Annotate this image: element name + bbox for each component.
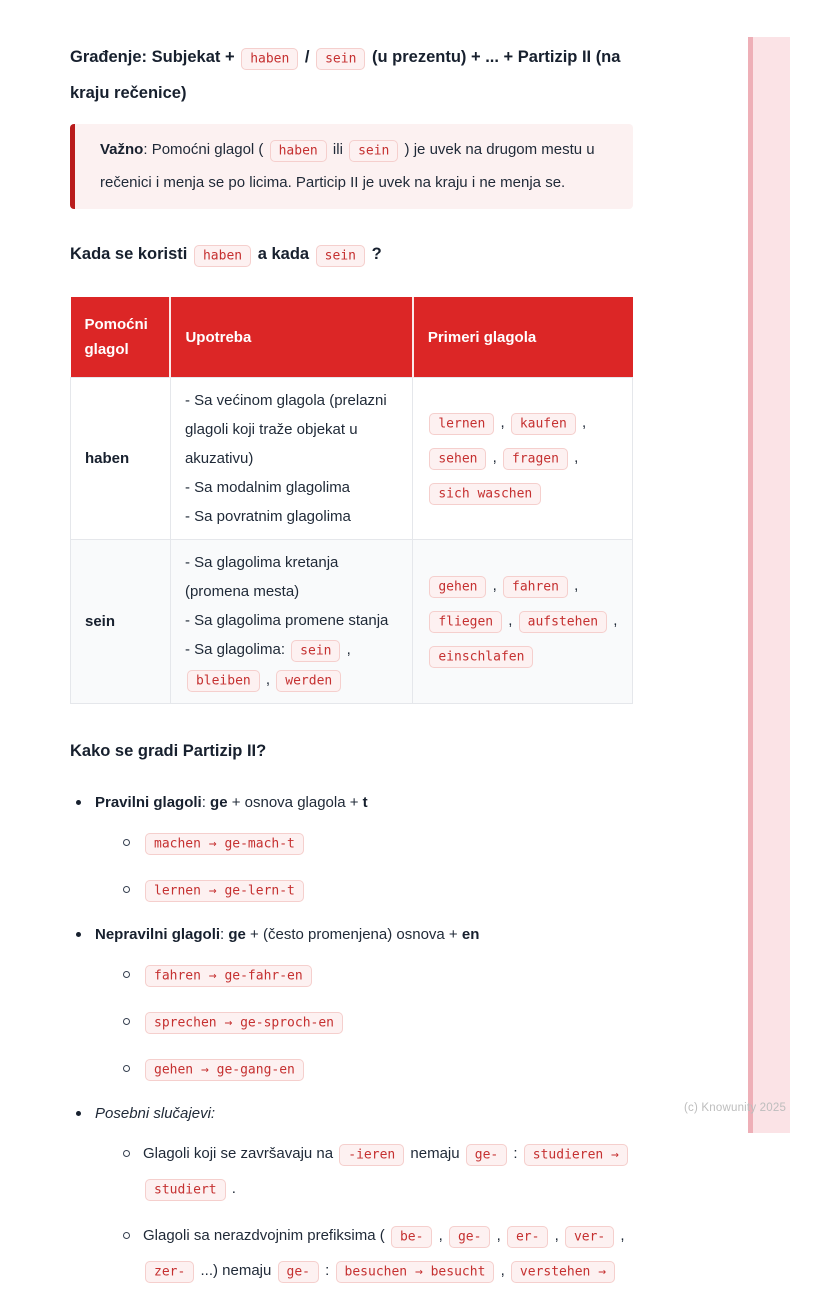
sublist-special-cases: [95, 1137, 633, 1289]
usage-cell: [170, 378, 412, 540]
cell-line: - Sa glagolima promene stanja: [184, 612, 389, 629]
list-item: [123, 958, 633, 993]
list-item: [123, 873, 633, 908]
code-chip: ge-: [449, 1226, 490, 1248]
verb-cell: haben: [71, 378, 171, 540]
callout-text: Važno: Pomoćni glagol ( haben ili sein ) je uvek na drugom mestu u rečenici i menja se po licima. Particip II je uvek na kraju i ne menja se.: [100, 141, 595, 191]
list-item-regular-verbs: [70, 790, 633, 908]
important-callout: [70, 124, 633, 209]
list-item-text: [95, 1105, 215, 1122]
bold-text: Pravilni glagoli: [95, 794, 202, 811]
list-item: Glagoli sa nerazdvojnim prefiksima ( be- , ge- , er- , ver- , zer- ...) nemaju ge- : besuchen → besucht , verstehen →: [123, 1219, 633, 1289]
code-chip: gehen → ge-gang-en: [145, 1059, 304, 1081]
list-item-irregular-verbs: [70, 922, 633, 1087]
code-chip: -ieren: [339, 1144, 404, 1166]
code-chip: haben: [270, 140, 327, 162]
code-chip: zer-: [145, 1261, 194, 1283]
table-row-haben: [71, 378, 633, 540]
code-chip: er-: [507, 1226, 548, 1248]
examples-cell: lernen , kaufen , sehen , fragen , sich waschen: [413, 378, 633, 540]
code-chip: sein: [291, 640, 340, 662]
code-chip: fliegen: [429, 611, 502, 633]
code-chip: ge-: [466, 1144, 507, 1166]
code-chip: fragen: [503, 448, 568, 470]
usage-heading: Kada se koristi haben a kada sein ?: [70, 237, 633, 273]
code-chip: lernen: [429, 413, 494, 435]
code-chip: kaufen: [511, 413, 576, 435]
document-content: [70, 40, 633, 1303]
code-chip: be-: [391, 1226, 432, 1248]
bold-text: ge: [228, 926, 246, 943]
column-header-auxiliary-verb: Pomoćni glagol: [71, 297, 171, 378]
page-title: Građenje: Subjekat + haben / sein (u prezentu) + ... + Partizip II (na kraju rečenice): [70, 48, 621, 102]
code-chip: verstehen →: [511, 1261, 615, 1283]
sublist-irregular-examples: [95, 958, 633, 1087]
verb-cell: sein: [71, 540, 171, 704]
italic-text: Posebni slučajevi:: [95, 1105, 216, 1122]
bold-text: Nepravilni glagoli: [95, 926, 221, 943]
watermark: (c) Knowunity 2025: [684, 1102, 787, 1114]
usage-cell: [170, 540, 412, 704]
code-chip: machen → ge-mach-t: [145, 833, 304, 855]
code-chip: lernen → ge-lern-t: [145, 880, 304, 902]
code-chip: aufstehen: [519, 611, 607, 633]
bold-text: ge: [210, 794, 228, 811]
code-chip: fahren: [503, 576, 568, 598]
usage-table-header: [71, 297, 633, 378]
table-row-sein: [71, 540, 633, 704]
cell-line: - Sa povratnim glagolima: [184, 508, 351, 525]
examples-cell: gehen , fahren , fliegen , aufstehen , einschlafen: [413, 540, 633, 704]
column-header-usage: Upotreba: [170, 297, 412, 378]
code-chip: ver-: [565, 1226, 614, 1248]
page-edge-stripe: [748, 37, 790, 1133]
code-chip: studieren → studiert: [145, 1144, 628, 1201]
list-item-special-cases: [70, 1101, 633, 1289]
code-chip: sein: [316, 245, 365, 267]
bold-text: en: [461, 926, 480, 943]
code-chip: haben: [194, 245, 251, 267]
list-item: [123, 1052, 633, 1087]
code-chip: sehen: [429, 448, 486, 470]
code-chip: bleiben: [187, 670, 260, 692]
code-chip: haben: [241, 48, 298, 70]
code-chip: einschlafen: [429, 646, 533, 668]
bold-text: Važno: [100, 141, 144, 158]
usage-table: [70, 297, 633, 704]
column-header-examples: Primeri glagola: [413, 297, 633, 378]
cell-line: - Sa glagolima kretanja (promena mesta): [184, 554, 339, 600]
code-chip: sein: [316, 48, 365, 70]
code-chip: besuchen → besucht: [336, 1261, 495, 1283]
list-item: Glagoli koji se završavaju na -ieren nemaju ge- : studieren → studiert .: [123, 1137, 633, 1207]
cell-line: - Sa glagolima: sein , bleiben , werden: [185, 635, 398, 695]
bold-text: t: [362, 794, 368, 811]
list-item-text: Nepravilni glagoli: ge + (često promenjena) osnova + en: [95, 926, 480, 943]
code-chip: gehen: [429, 576, 486, 598]
code-chip: sich waschen: [429, 483, 541, 505]
code-chip: fahren → ge-fahr-en: [145, 965, 312, 987]
list-item: [123, 1005, 633, 1040]
list-item: [123, 826, 633, 861]
list-item-text: Pravilni glagoli: ge + osnova glagola + t: [95, 794, 368, 811]
code-chip: ge-: [278, 1261, 319, 1283]
sublist-regular-examples: [95, 826, 633, 908]
code-chip: sprechen → ge-sproch-en: [145, 1012, 343, 1034]
formation-list: [70, 790, 633, 1289]
code-chip: werden: [276, 670, 341, 692]
cell-line: - Sa većinom glagola (prelazni glagoli koji traže objekat u akuzativu): [184, 392, 387, 467]
formation-heading: Kako se gradi Partizip II?: [70, 742, 267, 760]
code-chip: sein: [349, 140, 398, 162]
cell-line: - Sa modalnim glagolima: [184, 479, 351, 496]
